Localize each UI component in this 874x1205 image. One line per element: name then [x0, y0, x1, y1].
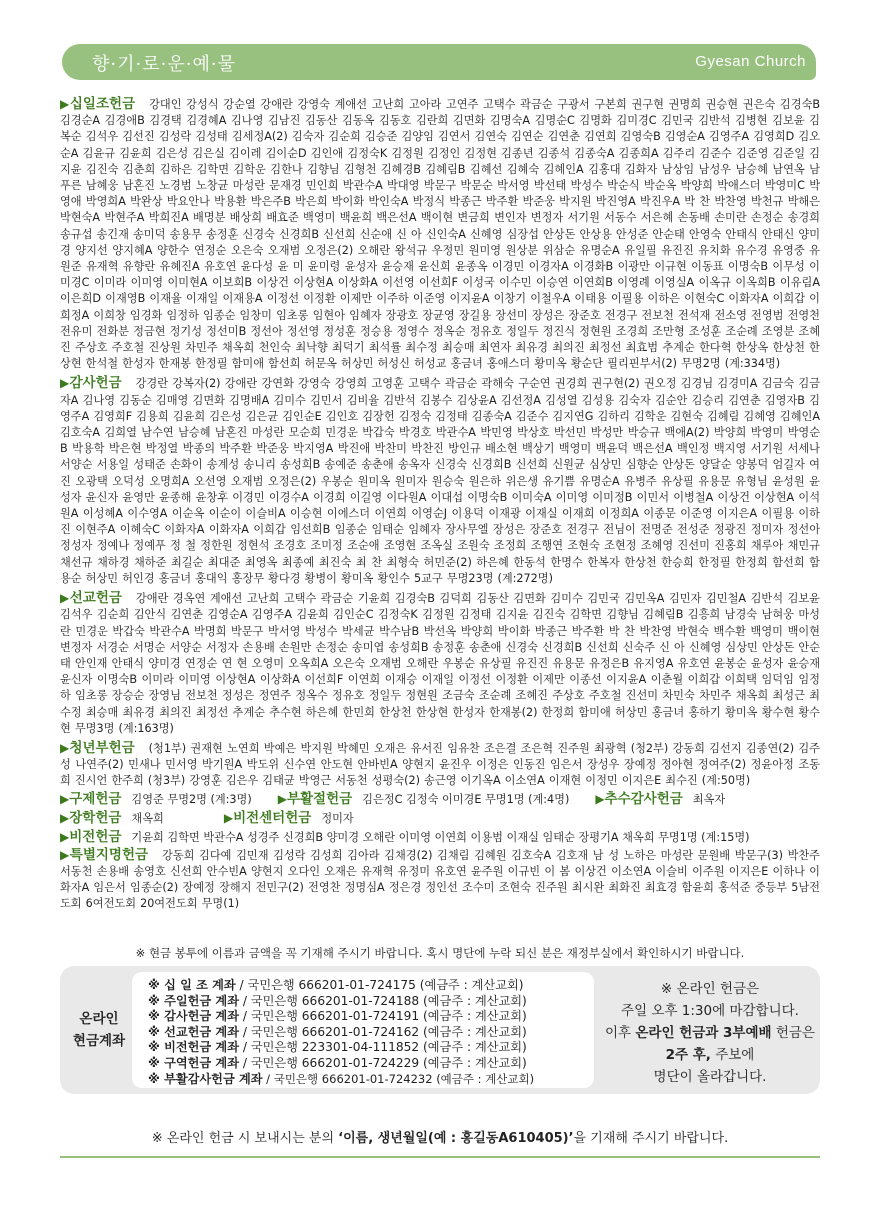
relief-names: 김영준 무명2명 (계:3명): [131, 792, 252, 806]
online-label-line1: 온라인: [79, 1011, 119, 1027]
name-list: (청1부) 권재현 노연희 박예은 박지원 박혜민 오재은 유서진 임유찬 조은결 조은혁 진주원 최광혁 (청2부) 강동희 김선지 김종연(2) 김주성 나연주(2) 민새나 민서영 박기원A 박도위 신수연 안도현 안바빈A 양현지 윤진우 이정은 인동진 임은서 장성우 장예정 정아현 정여주(2) 정윤아정 조동희 진시언 한주희 (청3부) 강영훈 김은우 김태균 박영근 서동천 성평숙(2) 송근영 이기옥A 이소연A 이재현 이정민 이지은E 최수진 (계:50명): [60, 741, 820, 788]
account-item: ※ 비전헌금 계좌 / 국민은행 223301-04-111852 (예금주 : 계산교회): [148, 1040, 527, 1055]
scholarship-names: 채옥희: [131, 811, 164, 825]
banner-title: 향·기·로·운·예·물: [92, 54, 236, 75]
header-banner: [62, 44, 816, 80]
triangle-icon: ▶: [223, 810, 234, 825]
envelope-notice: ※ 현금 봉투에 이름과 금액을 꼭 기재해 주시기 바랍니다. 혹시 명단에 누락 되신 분은 재정부실에서 확인하시기 바랍니다.: [135, 946, 745, 960]
triangle-icon: ▶: [60, 97, 70, 111]
account-item: ※ 주일헌금 계좌 / 국민은행 666201-01-724188 (예금주 : 계산교회): [148, 993, 527, 1008]
note-line: 주일 오후 1:30에 마감합니다.: [621, 1003, 799, 1019]
triangle-icon: ▶: [595, 791, 605, 806]
online-sender-notice: ※ 온라인 헌금 시 보내시는 분의 ‘이름, 생년월일(예 : 홍길동A610405)’을 기재해 주시기 바랍니다.: [151, 1131, 729, 1146]
account-item: ※ 십 일 조 계좌 / 국민은행 666201-01-724175 (예금주 : 계산교회): [148, 978, 524, 992]
special-section: [60, 847, 820, 913]
scholarship-title: 장학헌금: [69, 809, 122, 826]
triangle-icon: ▶: [60, 376, 70, 391]
triangle-icon: ▶: [60, 810, 70, 825]
tithe-section: [60, 96, 820, 372]
section-title: 선교헌금: [69, 590, 122, 607]
relief-title: 구제헌금: [69, 790, 122, 807]
name-list: 강애란 경옥연 계애선 고난희 고택수 곽금순 기윤희 김경숙B 김덕희 김동산 김면화 김미수 김민국 김민옥A 김민자 김민철A 김반석 김보윤 김석우 김순희 김안식 김연춘 김영순A 김영주A 김윤희 김인순C 김정숙K 김정원 김정태 김지윤 김진숙 김학면 김향님 김혜림B 김흥희 남경숙 남혀웅 마성란 민경운 박갑숙 박관수A 박명희 박문구 박서영 박성수 박세균 박수남B 박선옥 박양희 박이화 박종근 박주환 박 찬 박찬영 박현숙 백수환 백영미 백이현 변정자 서경순 서명순 서양순 서정자 손용배 손원만 손정순 송미엽 송성희B 송정훈 송춘애 신경숙 신경희B 신선희 신숙주 신 아 신혜영 심상민 안상돈 안순태 안인재 안태식 양미경 연정순 연 현 오영미 오옥희A 오은숙 오재범 오해란 우봉순 유상필 유진진 유용문 유정은B 유지영A 유호연 윤봉순 윤성자 윤승재 윤신자 이명숙B 이미라 이미영 이상현A 이상화A 이선희F 이연희 이재승 이재일 이정선 이정환 이제만 이종선 이지윤A 이춘월 이희갑 이희택 임덕임 임정하 임초롱 장승순 장영님 전보천 정성은 정연주 정옥수 정유호 정일두 정현원 조금숙 조순례 조혜진 주상호 주호철 진선미 차민숙 차민주 채옥희 최성근 최수정 최승매 최유경 최의진 최정선 추계순 추수현 하은혜 한민희 한상천 한상현 한성자 한재봉(2) 한정희 함미애 허상민 홍금녀 홍하기 황미옥 황수현 황수현 무명3명 (계:163명): [60, 592, 820, 735]
section-title: 특별지명헌금: [69, 846, 149, 863]
account-list-box: [132, 972, 594, 1088]
online-label-line2: 현금계좌: [72, 1033, 126, 1049]
section-title: 십일조헌금: [69, 96, 136, 112]
name-list: 강경란 강복자(2) 강애란 강연화 강영숙 강영희 고영훈 고택수 곽금순 곽해숙 구순연 권경희 권구현(2) 권오정 김경님 김경미A 김금숙 김금자A 김나영 김동순 김매영 김면화 김명배A 김미수 김민서 김비율 김반석 김봉수 김상윤A 김선정A 김성열 김성용 김숙자 김순안 김승리 김연춘 김영자B 김영주A 김영희F 김용희 김윤희 김은성 김은균 김인순E 김인호 김장헌 김정숙 김정태 김종숙A 김준수 김지연G 김하리 김학운 김현숙 김혜림 김혜영 김혜인A 김호숙A 김희열 남수연 남승혜 남혼진 마성란 모순희 민경운 박갑숙 박경호 박관수A 박민영 박상호 박선민 박성만 박승규 백애A(2) 박양희 박영미 박영순B 박용학 박은현 박정열 박종의 박주환 박준웅 박지영A 박진애 박찬미 박찬진 방인규 배소현 백상기 백영미 백윤덕 백은선A 백인정 백지영 서기원 서세나 서양순 서용일 성태준 손화이 송계성 송니리 송성희B 송예준 송춘애 송옥자 신경숙 신경희B 신선희 신원균 심상민 심향순 안상돈 양달순 양봉덕 엄길자 여 진 오광택 오덕성 오명희A 오선영 오재범 오정은(2) 우봉순 원미옥 원미자 원승숙 원은하 위은생 유기쁨 유명순A 유병주 유상필 유용문 유형님 윤성원 윤성자 윤신자 윤영만 윤종해 윤창후 이경민 이경수A 이경희 이길영 이다원A 이대섭 이명숙B 이미숙A 이미영 이미정B 이민서 이병철A 이상건 이상현A 이석원A 이성혜A 이수영A 이순옥 이순이 이슬비A 이승현 이에스더 이연희 이영순J 이용덕 이재광 이재실 이재희 이정희A 이종문 이준영 이지은A 이필용 이하진 이현주A 이혜숙C 이화자A 이화자A 이희갑 임선희B 임종순 임태순 임혜자 장사무엘 장성은 장준호 전경구 전님이 전명준 전성준 정광진 정미자 정선아 정성자 정예나 정예푸 정 철 정한원 정현석 조경호 조미정 조순애 조영현 조옥실 조원숙 조정희 조행연 조현숙 조현정 조혜영 진선미 진홍희 채루아 채민규 채선규 채하경 채하준 최길순 최대준 최영옥 최종예 최진숙 최 찬 최형숙 허민준(2) 하은혜 한동석 한명수 한복자 한상천 한승희 한정필 한정희 함선희 함용순 허상민 허인경 홍금녀 홍대익 홍장무 황다경 황병이 황미옥 황인수 5교구 무명23명 (계:272명): [60, 377, 820, 585]
triangle-icon: ▶: [60, 591, 70, 606]
vision-title: 비전헌금: [69, 828, 122, 845]
online-deadline-note: [600, 978, 820, 1088]
note-line: 이후 온라인 헌금과 3부예배 헌금은: [605, 1025, 815, 1041]
account-item: ※ 부활감사헌금 계좌 / 국민은행 666201-01-724232 (예금주 : 계산교회): [148, 1071, 535, 1086]
section-title: 청년부헌금: [69, 739, 135, 756]
inline-row-1: [60, 790, 820, 809]
thanks-section: [60, 375, 820, 587]
vision-center-title: 비전센터헌금: [233, 809, 312, 826]
account-item: ※ 감사헌금 계좌 / 국민은행 666201-01-724191 (예금주 : 계산교회): [148, 1009, 527, 1024]
vision-names: 기윤희 김학면 박관수A 성경주 신경희B 양미경 오해란 이미영 이연희 이용범 이재실 임태순 장평기A 채옥희 무명1명 (계:15명): [131, 830, 750, 844]
triangle-icon: ▶: [60, 791, 70, 806]
church-name: Gyesan Church: [695, 53, 806, 70]
easter-title: 부활절헌금: [286, 790, 353, 807]
note-line: ※ 온라인 헌금은: [660, 981, 760, 997]
note-line: 명단이 올라갑니다.: [653, 1069, 767, 1085]
harvest-names: 최옥자: [692, 792, 726, 806]
bottom-divider: [60, 1156, 820, 1158]
mission-section: [60, 590, 820, 737]
inline-row-2: [60, 809, 820, 828]
name-list: 강동희 김다예 김민재 김성락 김성희 김아라 김채경(2) 김채림 김혜원 김호숙A 김호재 남 성 노하은 마성란 문원배 박문구(3) 박찬주 서동천 손용배 송영호 신선희 안수빈A 양현지 오다인 오재은 유재혁 유정미 유호연 윤주원 이규빈 이 봄 이상건 이소연A 이슬비 이주원 이지은E 이하나 이화자A 임은서 임종순(2) 장예정 장해지 전민구(2) 전영찬 정명심A 정은경 정인선 조수미 조현숙 진주원 최시완 최화진 최효경 함윤희 홍석준 중등부 5남전도회 6여전도회 20여전도회 무명(1): [60, 848, 820, 911]
name-list: 강대인 강성식 강순열 강애란 강영숙 계애선 고난희 고아라 고연주 고택수 곽금순 구광서 구본희 권구현 권명희 권승현 권은숙 김경숙B 김경순A 김경애B 김경택 김경혜A 김나영 김남진 김동산 김동옥 김동호 김란희 김면화 김명숙A 김명순C 김명화 김미경C 김민국 김반석 김병현 김보윤 김복순 김석우 김선진 김성락 김성태 김세정A(2) 김숙자 김순희 김승준 김양임 김연서 김연숙 김연순 김연춘 김연희 김영숙B 김영순A 김영주A 김영희D 김오순A 김윤규 김윤희 김은성 김은실 김이레 김이순D 김인애 김정숙K 김정원 김정인 김정현 김종년 김종석 김종숙A 김종희A 김주리 김준수 김준영 김준일 김지윤 김진숙 김춘희 김하은 김학면 김학운 김한나 김향님 김형천 김혜경B 김혜림B 김혜선 김혜숙 김혜인A 김홍대 김화자 남상임 남성우 남승혜 남연옥 남푸른 남혜웅 남혼진 노경범 노창균 마성란 문재경 민인희 박관수A 박대영 박문구 박문순 박서영 박선태 박성수 박순식 박순옥 박양희 박애스더 박영미C 박영애 박영희A 박완상 박요안나 박용환 박은주B 박은희 박이화 박인숙A 박정식 박종근 박주환 박준웅 박지원 박진영A 박진우A 박 찬 박찬영 박천규 박해은 박현숙A 박현주A 박희진A 배명분 배상희 배효준 백영미 백윤희 백은선A 백이현 변금희 변인자 변정자 서기원 서동수 서은혜 손동배 손미란 손정순 송경희 송규섭 송긴재 송미덕 송용무 송정훈 신경숙 신경희B 신선희 신순애 신 아 신인숙A 신혜영 심장섭 안상돈 안상용 안성준 안순태 안영숙 안태식 안태신 양미경 양지선 양지혜A 양한수 연정순 오은숙 오재범 오정은(2) 오해란 왕석규 우정민 원미영 원상분 위삼순 유명순A 유일필 유진진 유치화 유수경 유영중 유원준 유재혁 유향란 유혜진A 유호연 윤다성 윤 미 윤미령 윤성자 윤승재 윤신희 윤종옥 이경민 이경자A 이경화B 이광만 이규현 이동표 이명숙B 이무성 이미경C 이미라 이미영 이미현A 이보희B 이상건 이상현A 이상화A 이선영 이선희F 이성국 이수민 이승연 이연희B 이영례 이영실A 이옥규 이옥희B 이유림A 이은희D 이재영B 이재율 이재일 이재용A 이정선 이정환 이제만 이주하 이준영 이지윤A 이창기 이철우A 이태용 이필용 이하은 이현숙C 이화자A 이희갑 이희정A 이희창 임경화 임정하 임종순 임창미 임초롱 임현아 임혜자 장광호 장균영 장길용 장선미 장성은 장준호 전경구 전보천 전석재 전소영 전영범 전영천 전유미 전화분 정금현 정기성 정선미B 정선아 정선영 정성훈 정승용 정영수 정옥순 정유호 정일두 정진식 정현원 조경희 조만형 조성훈 조순례 조영분 조혜진 주상호 주호철 진상원 차민주 채옥희 천인숙 최낙향 최덕기 최석률 최수정 최승매 최연자 최유경 최의진 최정선 최효범 추계순 한다혁 한상옥 한상천 한상현 한석철 한성자 한재봉 한정필 함미애 함선희 허문옥 허상민 허성신 허성교 홍금녀 홍애스더 황미옥 황순단 필리핀부서(2) 무명2명 (계:334명): [60, 98, 820, 371]
easter-names: 김은정C 김정숙 이미경E 무명1명 (계:4명): [362, 792, 570, 806]
triangle-icon: ▶: [60, 847, 70, 862]
triangle-icon: ▶: [60, 740, 70, 755]
account-item: ※ 구역헌금 계좌 / 국민은행 666201-01-724229 (예금주 : 계산교회): [148, 1055, 527, 1070]
triangle-icon: ▶: [60, 829, 70, 844]
online-accounts-panel: [60, 966, 820, 1094]
inline-row-3: [60, 828, 820, 847]
harvest-title: 추수감사헌금: [604, 790, 683, 807]
triangle-icon: ▶: [277, 791, 287, 806]
offering-lists: [60, 96, 820, 912]
vision-center-names: 정미자: [321, 811, 354, 825]
youth-section: [60, 740, 820, 790]
note-line: 2주 후, 주보에: [665, 1047, 755, 1063]
online-label: [60, 966, 138, 1094]
account-item: ※ 선교헌금 계좌 / 국민은행 666201-01-724162 (예금주 : 계산교회): [148, 1024, 527, 1039]
section-title: 감사헌금: [69, 375, 122, 392]
account-list: [132, 972, 594, 1087]
